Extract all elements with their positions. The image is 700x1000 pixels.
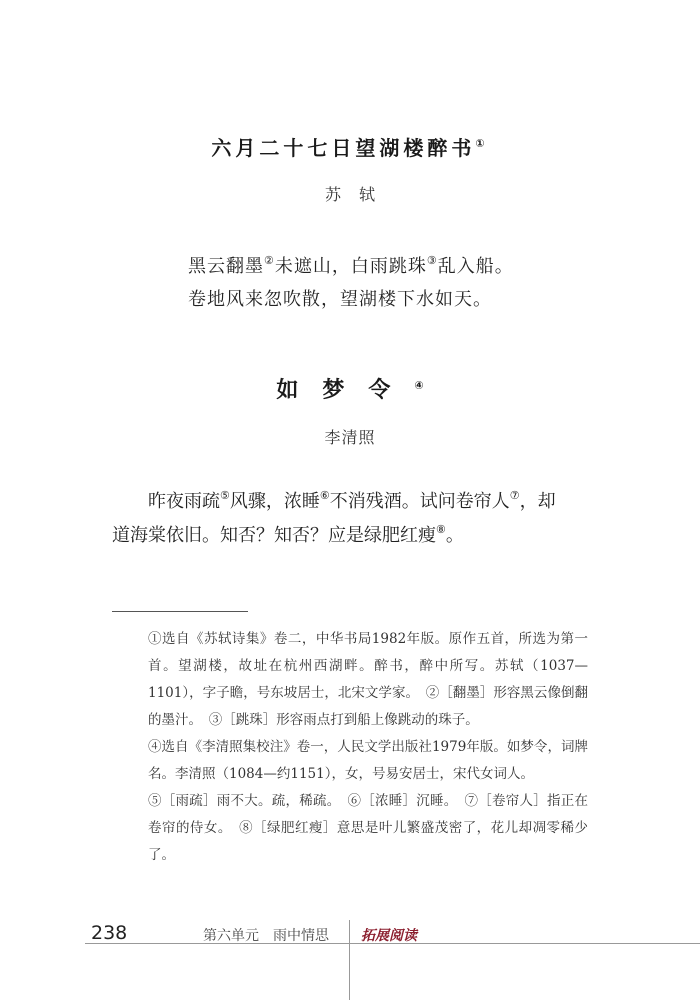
prose-text: 风骤，浓睡 [229,491,320,512]
prose-text: 昨夜雨疏 [148,491,220,512]
poem2-line-1 [112,485,592,519]
poem2-title-text: 如梦令 [276,378,415,403]
page-number: 238 [91,922,128,944]
poem2-title [0,373,700,404]
poem1-line-1 [188,252,514,278]
footnote-block: ⑤［雨疏］雨不大。疏，稀疏。 ⑥［浓睡］沉睡。 ⑦［卷帘人］指正在卷帘的侍女。 ⑧［绿肥红瘦］意思是叶儿繁盛茂密了，花儿却凋零稀少了。 [148,793,588,863]
poem1-line-2: 卷地风来忽吹散，望湖楼下水如天。 [188,289,492,310]
footnote-ref: ⑧ [436,523,446,536]
footnote-ref: ② [264,254,275,267]
footnotes [148,626,588,869]
prose-text: ，却 [519,491,556,512]
prose-text: 道海棠依旧。知否？知否？应是绿肥红瘦 [112,525,436,546]
footnote-ref: ⑥ [319,489,330,502]
footnote-block: ④选自《李清照集校注》卷一，人民文学出版社1979年版。如梦令，词牌名。李清照（1084—约1151），女，号易安居士，宋代女词人。 [148,739,588,782]
verse-text: 乱入船。 [437,256,514,277]
footnote-ref: ⑦ [509,489,520,502]
prose-text: 不消残酒。试问卷帘人 [329,491,510,512]
verse-text: 未遮山，白雨跳珠 [274,256,427,277]
unit-title: 第六单元 雨中情思 [203,928,329,944]
verse-text: 黑云翻墨 [188,256,264,277]
footnote-ref: ③ [426,254,438,267]
section-title: 拓展阅读 [361,928,417,944]
poem1-title-text: 六月二十七日望湖楼醉书 [211,136,476,160]
footnote-ref: ④ [414,379,448,392]
poem1-author: 苏轼 [324,185,393,204]
footnote-ref: ⑤ [220,489,230,502]
prose-text: 。 [445,525,464,546]
poem1-title [0,132,700,161]
footnote-divider [112,611,248,612]
footnote-ref: ① [475,137,489,150]
poem2-line-2 [112,519,592,553]
footer-vertical-divider [349,920,350,1000]
poem2-author: 李清照 [324,428,376,447]
footnote-block: ①选自《苏轼诗集》卷二，中华书局1982年版。原作五首，所选为第一首。望湖楼，故址在杭州西湖畔。醉书，醉中所写。苏轼（1037—1101），字子瞻，号东坡居士，北宋文学家。 ②［翻墨］形容黑云像倒翻的墨汁。 ③［跳珠］形容雨点打到船上像跳动的珠子。 [148,631,588,728]
